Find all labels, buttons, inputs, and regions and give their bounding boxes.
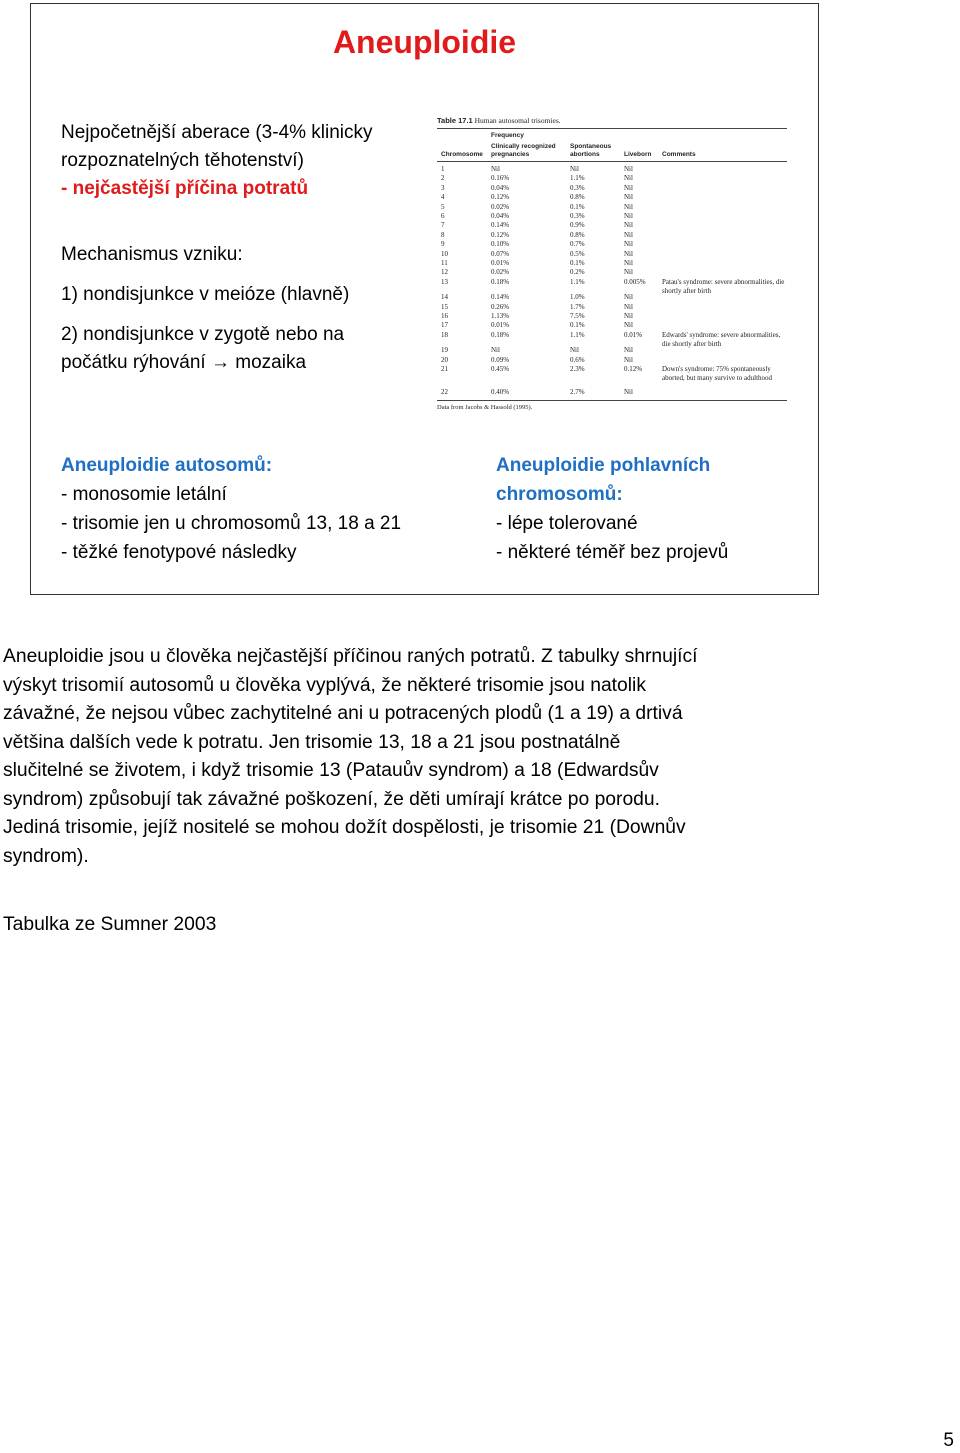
table-cell-spontaneous: 2.7% (570, 388, 585, 397)
table-cell-liveborn: Nil (624, 302, 633, 311)
table-cell-clinical: 0.01% (491, 321, 510, 330)
table-header-cell: Chromosome (441, 151, 483, 158)
table-caption-text: Human autosomal trisomies. (474, 116, 561, 125)
table-body (437, 162, 787, 400)
table-cell-clinical: 0.16% (491, 174, 510, 183)
table-header-cell: abortions (570, 151, 600, 158)
table-cell-chromosome: 6 (441, 212, 445, 220)
sex-chromosome-heading: Aneuploidie pohlavních (496, 455, 711, 476)
table-cell-chromosome: 8 (441, 230, 445, 239)
table-row (437, 212, 787, 220)
table-cell-liveborn: 0.12% (624, 365, 643, 373)
source-note: Tabulka ze Sumner 2003 (3, 914, 217, 935)
table-row (437, 165, 787, 173)
table-cell-spontaneous: 0.1% (570, 321, 585, 330)
table-row (437, 250, 787, 258)
table-row (437, 365, 787, 382)
table-cell-clinical: 0.09% (491, 355, 510, 364)
table-cell-clinical: 0.02% (491, 268, 510, 277)
table-cell-spontaneous: Nil (570, 346, 579, 355)
intro-line: rozpoznatelných těhotenství) (61, 150, 304, 171)
table-cell-clinical: 1.13% (491, 312, 510, 320)
table-row (437, 268, 787, 276)
table-cell-liveborn: Nil (624, 355, 633, 364)
table-row (437, 231, 787, 239)
slide-title: Aneuploidie (332, 24, 517, 60)
table-cell-liveborn: Nil (624, 165, 633, 173)
table-cell-clinical: 0.18% (491, 330, 510, 339)
table-row (437, 303, 787, 311)
body-paragraph (3, 643, 958, 871)
sex-chromosome-heading: chromosomů: (496, 484, 623, 505)
table-cell-chromosome: 20 (441, 355, 448, 364)
table-row (437, 221, 787, 229)
paragraph-line: většina dalších vede k potratu. Jen trisomie 13, 18 a 21 jsou postnatálně (3, 731, 621, 753)
autosome-heading: Aneuploidie autosomů: (61, 455, 273, 476)
trisomy-table (437, 116, 787, 411)
table-cell-clinical: Nil (491, 165, 500, 173)
table-cell-clinical: 0.40% (491, 388, 510, 397)
autosome-box (61, 451, 401, 567)
table-cell-liveborn: Nil (624, 212, 633, 220)
table-cell-spontaneous: 0.9% (570, 221, 585, 230)
table-cell-clinical: 0.01% (491, 259, 510, 267)
table-row (437, 203, 787, 211)
table-row (437, 240, 787, 248)
table-cell-clinical: 0.45% (491, 365, 510, 373)
intro-line: Nejpočetnější aberace (3-4% klinicky (61, 122, 373, 143)
table-cell-liveborn: Nil (624, 249, 633, 258)
table-row (437, 321, 787, 329)
table-cell-liveborn: Nil (624, 240, 633, 249)
table-cell-spontaneous: 1.0% (570, 293, 585, 302)
table-row (437, 312, 787, 320)
table-cell-chromosome: 1 (441, 165, 445, 173)
table-cell-clinical: 0.07% (491, 249, 510, 258)
table-cell-chromosome: 10 (441, 249, 448, 258)
table-header-cell: Clinically recognized (491, 143, 556, 150)
paragraph-line: syndrom) způsobují tak závažné poškození, že děti umírají krátce po porodu. (3, 788, 660, 810)
table-group-header: Frequency (491, 132, 524, 139)
table-cell-comment: Edwards' syndrome: severe abnormalities, die shortly after birth (662, 330, 781, 348)
table-cell-spontaneous: 2.3% (570, 365, 585, 373)
slide-image (30, 3, 819, 595)
table-cell-chromosome: 22 (441, 388, 448, 397)
mechanism-title: Mechanismus vzniku: (61, 244, 243, 265)
autosome-item: - trisomie jen u chromosomů 13, 18 a 21 (61, 513, 402, 534)
table-cell-chromosome: 12 (441, 268, 448, 277)
table-row (437, 277, 787, 295)
table-cell-spontaneous: 1.7% (570, 302, 585, 311)
table-cell-chromosome: 3 (441, 183, 445, 192)
table-cell-liveborn: Nil (624, 268, 633, 277)
table-header (437, 129, 787, 161)
table-cell-chromosome: 15 (441, 302, 448, 311)
table-cell-clinical: 0.14% (491, 221, 510, 230)
table-cell-chromosome: 17 (441, 321, 448, 330)
table-cell-liveborn: Nil (624, 312, 633, 320)
table-cell-spontaneous: 0.3% (570, 212, 585, 220)
mechanism-item: 2) nondisjunkce v zygotě nebo na (61, 324, 345, 345)
table-source: Data from Jacobs & Hassold (1995). (437, 404, 533, 411)
table-cell-chromosome: 7 (441, 221, 445, 230)
table-cell-chromosome: 14 (441, 293, 448, 302)
autosome-item: - monosomie letální (61, 484, 227, 505)
sex-chromosome-item: - některé téměř bez projevů (496, 542, 729, 563)
table-cell-chromosome: 5 (441, 202, 445, 211)
table-row (437, 184, 787, 192)
table-row (437, 330, 787, 348)
table-cell-clinical: 0.04% (491, 212, 510, 220)
table-cell-spontaneous: 0.6% (570, 355, 585, 364)
table-row (437, 193, 787, 201)
table-cell-spontaneous: 1.1% (570, 277, 585, 286)
table-row (437, 259, 787, 267)
paragraph-line: slučitelné se životem, i když trisomie 13 (Patauův syndrom) a 18 (Edwardsův (3, 760, 659, 781)
table-cell-spontaneous: 0.7% (570, 240, 585, 249)
autosome-item: - těžké fenotypové následky (61, 542, 297, 563)
table-cell-clinical: 0.18% (491, 277, 510, 286)
table-caption (437, 116, 787, 125)
table-cell-chromosome: 21 (441, 365, 448, 373)
table-cell-clinical: 0.02% (491, 202, 510, 211)
table-cell-liveborn: Nil (624, 221, 633, 230)
table-cell-chromosome: 13 (441, 277, 448, 286)
table-cell-clinical: 0.26% (491, 302, 510, 311)
table-row (437, 356, 787, 364)
table-header-cell: Liveborn (624, 151, 652, 158)
paragraph-line: závažné, že nejsou vůbec zachytitelné ani u potracených plodů (1 a 19) a drtivá (3, 703, 683, 724)
table-cell-chromosome: 9 (441, 240, 445, 249)
table-cell-clinical: 0.14% (491, 293, 510, 302)
table-cell-chromosome: 19 (441, 346, 448, 355)
table-caption-label: Table 17.1 (437, 116, 473, 125)
table-cell-spontaneous: 7.5% (570, 312, 585, 320)
table-cell-chromosome: 18 (441, 330, 448, 339)
paragraph-line: Aneuploidie jsou u člověka nejčastější příčinou raných potratů. Z tabulky shrnující (3, 646, 698, 667)
table-header-cell: pregnancies (491, 151, 530, 158)
table-cell-liveborn: 0.01% (624, 330, 643, 339)
paragraph-line: výskyt trisomií autosomů u člověka vyplývá, že některé trisomie jsou natolik (3, 674, 646, 696)
table-cell-liveborn: Nil (624, 183, 633, 192)
table-cell-spontaneous: 0.8% (570, 230, 585, 239)
table-cell-chromosome: 11 (441, 259, 448, 267)
table-cell-clinical: 0.12% (491, 193, 510, 202)
table-cell-liveborn: 0.005% (624, 277, 646, 286)
table-cell-spontaneous: 1.1% (570, 330, 585, 339)
sex-chromosome-box (496, 451, 728, 567)
table-cell-liveborn: Nil (624, 193, 633, 202)
table-cell-spontaneous: Nil (570, 165, 579, 173)
table-cell-spontaneous: 0.5% (570, 249, 585, 258)
table-cell-liveborn: Nil (624, 293, 633, 302)
table-cell-comment: Down's syndrome: 75% spontaneously aborted, but many survive to adulthood (662, 365, 773, 382)
table-cell-chromosome: 16 (441, 312, 448, 320)
table-header-cell: Spontaneous (570, 143, 612, 150)
table-row (437, 174, 787, 182)
table-cell-liveborn: Nil (624, 388, 633, 397)
table-cell-spontaneous: 1.1% (570, 174, 585, 183)
table-cell-liveborn: Nil (624, 174, 633, 183)
table-cell-liveborn: Nil (624, 346, 633, 355)
table-cell-comment: Patau's syndrome: severe abnormalities, die shortly after birth (662, 277, 785, 295)
table-row (437, 388, 787, 396)
mechanism-item: počátku rýhování → mozaika (61, 352, 307, 373)
table-cell-liveborn: Nil (624, 202, 633, 211)
table-cell-spontaneous: 0.1% (570, 202, 585, 211)
table-cell-clinical: Nil (491, 346, 500, 355)
slide-left-text (61, 119, 431, 377)
table-row (437, 293, 787, 301)
table-cell-clinical: 0.04% (491, 183, 510, 192)
table-cell-spontaneous: 0.1% (570, 259, 585, 267)
table-cell-liveborn: Nil (624, 230, 633, 239)
mechanism-item: 1) nondisjunkce v meióze (hlavně) (61, 284, 350, 305)
table-cell-clinical: 0.10% (491, 240, 510, 249)
table-cell-chromosome: 2 (441, 174, 445, 183)
table-cell-spontaneous: 0.3% (570, 183, 585, 192)
paragraph-line: Jediná trisomie, jejíž nositelé se mohou dožít dospělosti, je trisomie 21 (Downův (3, 817, 686, 838)
page-number: 5 (943, 1430, 954, 1451)
sex-chromosome-item: - lépe tolerované (496, 513, 638, 534)
table-cell-liveborn: Nil (624, 321, 633, 330)
table-cell-spontaneous: 0.8% (570, 193, 585, 202)
paragraph-line: syndrom). (3, 845, 89, 867)
table-cell-chromosome: 4 (441, 193, 445, 202)
intro-highlight: - nejčastější příčina potratů (61, 178, 309, 199)
table-cell-clinical: 0.12% (491, 230, 510, 239)
table-cell-spontaneous: 0.2% (570, 268, 585, 277)
table-header-cell: Comments (662, 151, 696, 158)
table-cell-liveborn: Nil (624, 259, 633, 267)
table-row (437, 346, 787, 354)
